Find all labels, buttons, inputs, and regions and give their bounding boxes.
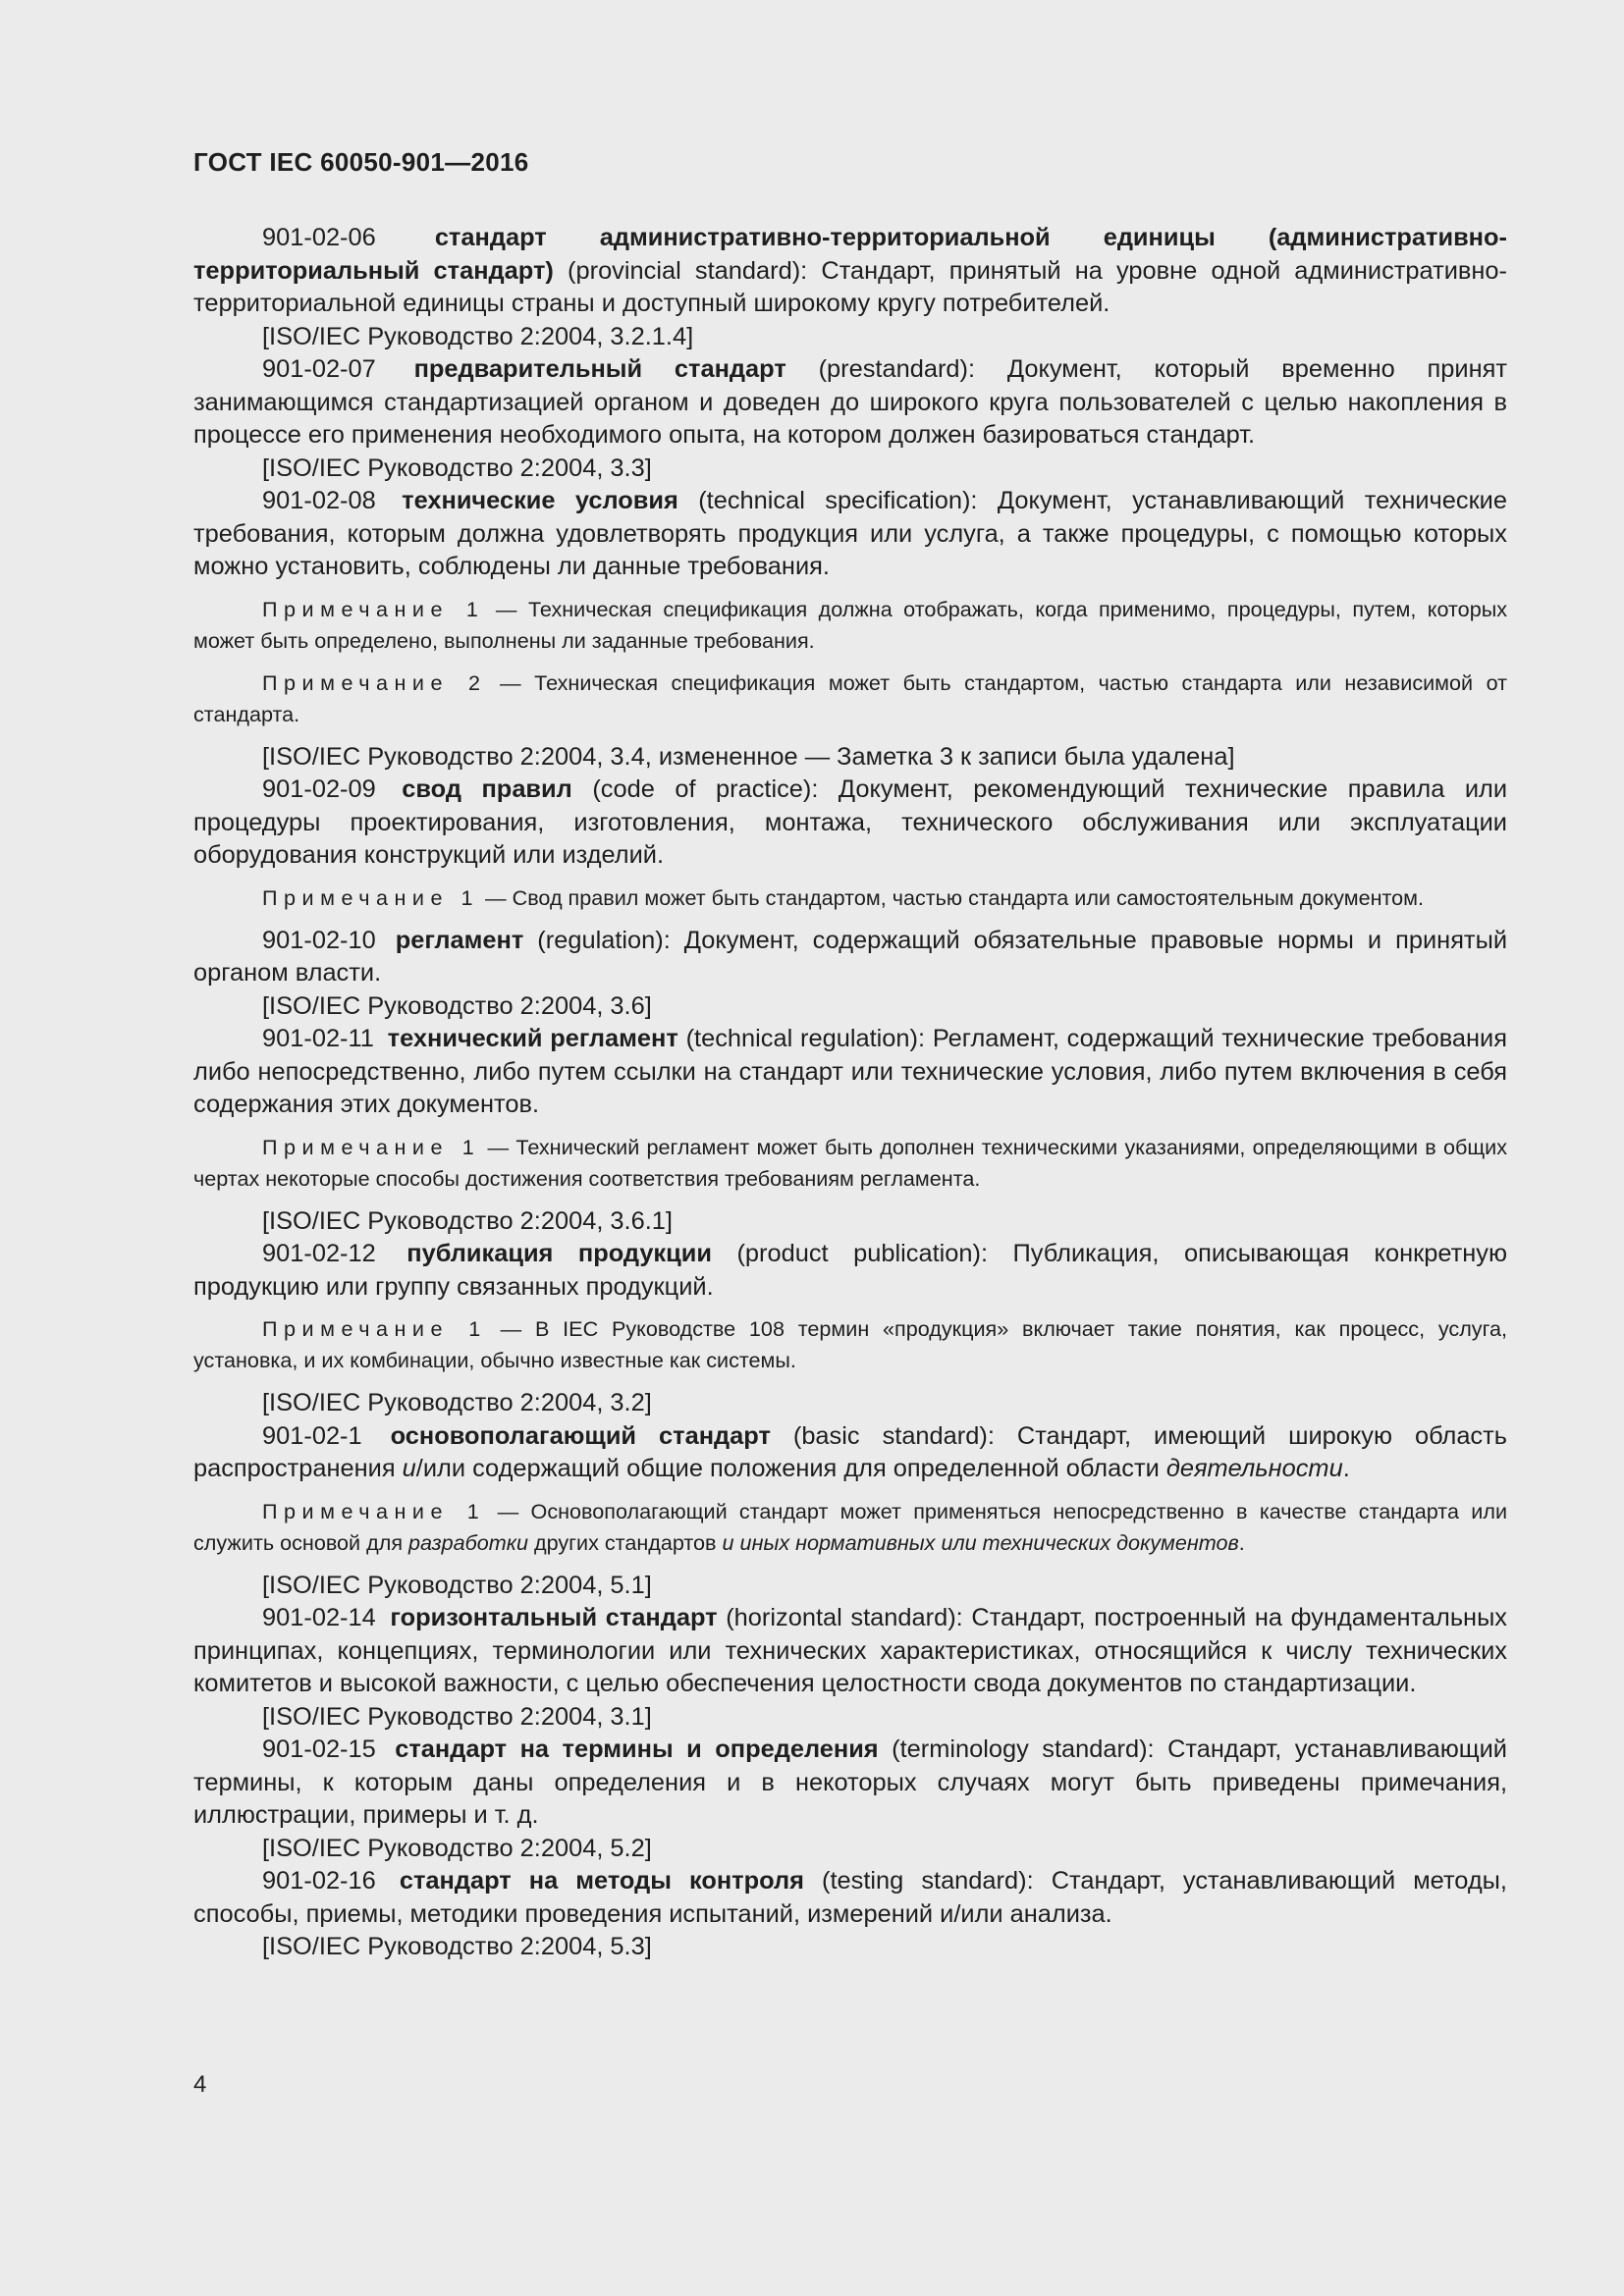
- term-entry-901-02-15: [193, 1734, 1507, 1833]
- entry-code: 901-02-08: [262, 487, 376, 514]
- entry-reference: [ISO/IEC Руководство 2:2004, 3.6.1]: [262, 1206, 673, 1235]
- entry-note: [193, 594, 1507, 657]
- entry-definition: (technical specification): Документ, устанавливающий технические требования, которым должна удовлетворять продукция или услуга, а также процедуры, с помощью которых можно установить, соблюдены ли данные требования.: [193, 487, 1507, 580]
- entry-code: 901-02-1: [262, 1421, 362, 1450]
- document-header: ГОСТ IEC 60050-901—2016: [193, 147, 529, 177]
- entry-term: стандарт на термины и определения: [395, 1735, 879, 1763]
- note-text: — Техническая спецификация должна отображать, когда применимо, процедуры, путем, которых может быть определено, выполнены ли заданные требования.: [193, 596, 1508, 653]
- note-text: — Технический регламент может быть дополнен техническими указаниями, определяющими в общих чертах некоторые способы достижения соответствия требованиям регламента.: [193, 1134, 1507, 1191]
- entry-note: [193, 667, 1507, 730]
- entry-definition: (technical regulation): Регламент, содержащий технические требования либо непосредственно, либо путем ссылки на стандарт или технические условия, либо путем включения в себя содержания этих документов.: [193, 1025, 1507, 1118]
- term-entry-901-02-11: [193, 1023, 1507, 1122]
- entry-definition: .: [1342, 1455, 1350, 1482]
- note-text: — В IEC Руководстве 108 термин «продукция» включает такие понятия, как процесс, услуга, установка, и их комбинации, обычно известные как системы.: [193, 1316, 1508, 1372]
- entry-reference: [ISO/IEC Руководство 2:2004, 3.3]: [262, 454, 652, 482]
- entry-note: [193, 1132, 1507, 1195]
- entry-reference: [ISO/IEC Руководство 2:2004, 3.2.1.4]: [262, 322, 694, 350]
- note-label: Примечание 1: [262, 1498, 486, 1523]
- note-label: Примечание 1: [262, 884, 479, 910]
- entry-term: предварительный стандарт: [413, 355, 786, 383]
- entry-term: технический регламент: [387, 1025, 678, 1052]
- note-label: Примечание 1: [262, 596, 485, 621]
- entry-term: горизонтальный стандарт: [390, 1604, 718, 1631]
- term-entry-901-02-14: [193, 1602, 1507, 1701]
- entry-definition: (horizontal standard): Стандарт, построенный на фундаментальных принципах, концепциях, терминологии или технических характеристиках, относящийся к числу технических комитетов и высокой важности, с целью обеспечения целостности свода документов по стандартизации.: [193, 1604, 1508, 1697]
- entry-definition: (code of practice): Документ, рекомендующий технические правила или процедуры проектирования, изготовления, монтажа, технического обслуживания или эксплуатации оборудования конструкций или изделий.: [193, 775, 1508, 869]
- entry-note: [193, 882, 1507, 914]
- entry-reference: [ISO/IEC Руководство 2:2004, 3.6]: [262, 991, 652, 1020]
- note-text-italic: и иных нормативных или технических документов: [722, 1529, 1239, 1555]
- entry-reference: [ISO/IEC Руководство 2:2004, 3.1]: [262, 1702, 652, 1731]
- entry-reference: [ISO/IEC Руководство 2:2004, 3.2]: [262, 1389, 652, 1416]
- entry-definition: (regulation): Документ, содержащий обязательные правовые нормы и принятый органом власти.: [193, 926, 1507, 987]
- entry-definition: (product publication): Публикация, описывающая конкретную продукцию или группу связанных продукций.: [193, 1240, 1507, 1301]
- term-entry-901-02-1: [193, 1420, 1507, 1486]
- entry-term: технические условия: [402, 487, 678, 514]
- entry-note: [193, 1313, 1507, 1376]
- entry-reference: [ISO/IEC Руководство 2:2004, 5.1]: [262, 1571, 652, 1599]
- entry-code: 901-02-14: [262, 1604, 376, 1631]
- note-label: Примечание 1: [262, 1134, 481, 1159]
- entry-reference: [ISO/IEC Руководство 2:2004, 5.2]: [262, 1834, 652, 1862]
- note-label: Примечание 1: [262, 1316, 487, 1341]
- term-entry-901-02-07: [193, 353, 1507, 453]
- entry-term: стандарт на методы контроля: [399, 1867, 804, 1895]
- entry-code: 901-02-07: [262, 355, 376, 383]
- page-number: 4: [193, 2071, 207, 2098]
- entry-code: 901-02-15: [262, 1735, 376, 1763]
- entry-reference: [ISO/IEC Руководство 2:2004, 5.3]: [262, 1933, 652, 1960]
- entry-term: свод правил: [402, 775, 572, 803]
- entry-definition-italic: и: [402, 1455, 416, 1482]
- term-entry-901-02-06: [193, 222, 1507, 321]
- entry-definition: (terminology standard): Стандарт, устанавливающий термины, к которым даны определения и в некоторых случаях могут быть приведены примечания, иллюстрации, примеры и т. д.: [193, 1735, 1507, 1829]
- document-body: [193, 222, 1507, 1964]
- entry-code: 901-02-06: [262, 224, 376, 251]
- entry-code: 901-02-12: [262, 1240, 376, 1267]
- entry-definition: (basic standard): Стандарт, имеющий широкую область распространения: [193, 1421, 1507, 1482]
- entry-code: 901-02-11: [262, 1025, 374, 1052]
- entry-code: 901-02-09: [262, 775, 376, 803]
- entry-code: 901-02-10: [262, 926, 376, 954]
- entry-definition: (prestandard): Документ, который временно принят занимающимся стандартизацией органом и доведен до широкого круга пользователей с целью накопления в процессе его применения необходимого опыта, на котором должен базироваться стандарт.: [193, 355, 1508, 449]
- entry-definition: (provincial standard): Стандарт, принятый на уровне одной административно-территориальной единицы страны и доступный широкому кругу потребителей.: [193, 256, 1507, 317]
- term-entry-901-02-16: [193, 1865, 1507, 1931]
- note-label: Примечание 2: [262, 669, 487, 695]
- entry-term: регламент: [395, 926, 524, 954]
- note-text-italic: разработки: [408, 1529, 528, 1555]
- entry-code: 901-02-16: [262, 1867, 376, 1895]
- term-entry-901-02-08: [193, 485, 1507, 584]
- term-entry-901-02-10: [193, 925, 1507, 990]
- note-text: — Свод правил может быть стандартом, частью стандарта или самостоятельным документом.: [485, 884, 1425, 910]
- entry-term: публикация продукции: [406, 1240, 712, 1267]
- entry-definition: (testing standard): Стандарт, устанавливающий методы, способы, приемы, методики проведения испытаний, измерений и/или анализа.: [193, 1867, 1507, 1928]
- entry-definition-italic: деятельности: [1165, 1455, 1343, 1482]
- entry-term: стандарт административно-территориальной единицы (административно-территориальный стандарт): [193, 224, 1507, 285]
- entry-term: основополагающий стандарт: [390, 1421, 771, 1450]
- note-text: .: [1238, 1529, 1245, 1555]
- entry-reference: [ISO/IEC Руководство 2:2004, 3.4, измененное — Заметка 3 к записи была удалена]: [262, 742, 1235, 771]
- note-text: других стандартов: [527, 1529, 723, 1555]
- note-text: — Техническая спецификация может быть стандартом, частью стандарта или независимой от стандарта.: [193, 669, 1508, 726]
- entry-definition: /или содержащий общие положения для определенной области: [415, 1455, 1166, 1482]
- term-entry-901-02-12: [193, 1238, 1507, 1304]
- term-entry-901-02-09: [193, 774, 1507, 873]
- entry-note: [193, 1496, 1507, 1559]
- note-text: — Основополагающий стандарт может применяться непосредственно в качестве стандарта или служить основой для: [193, 1498, 1508, 1555]
